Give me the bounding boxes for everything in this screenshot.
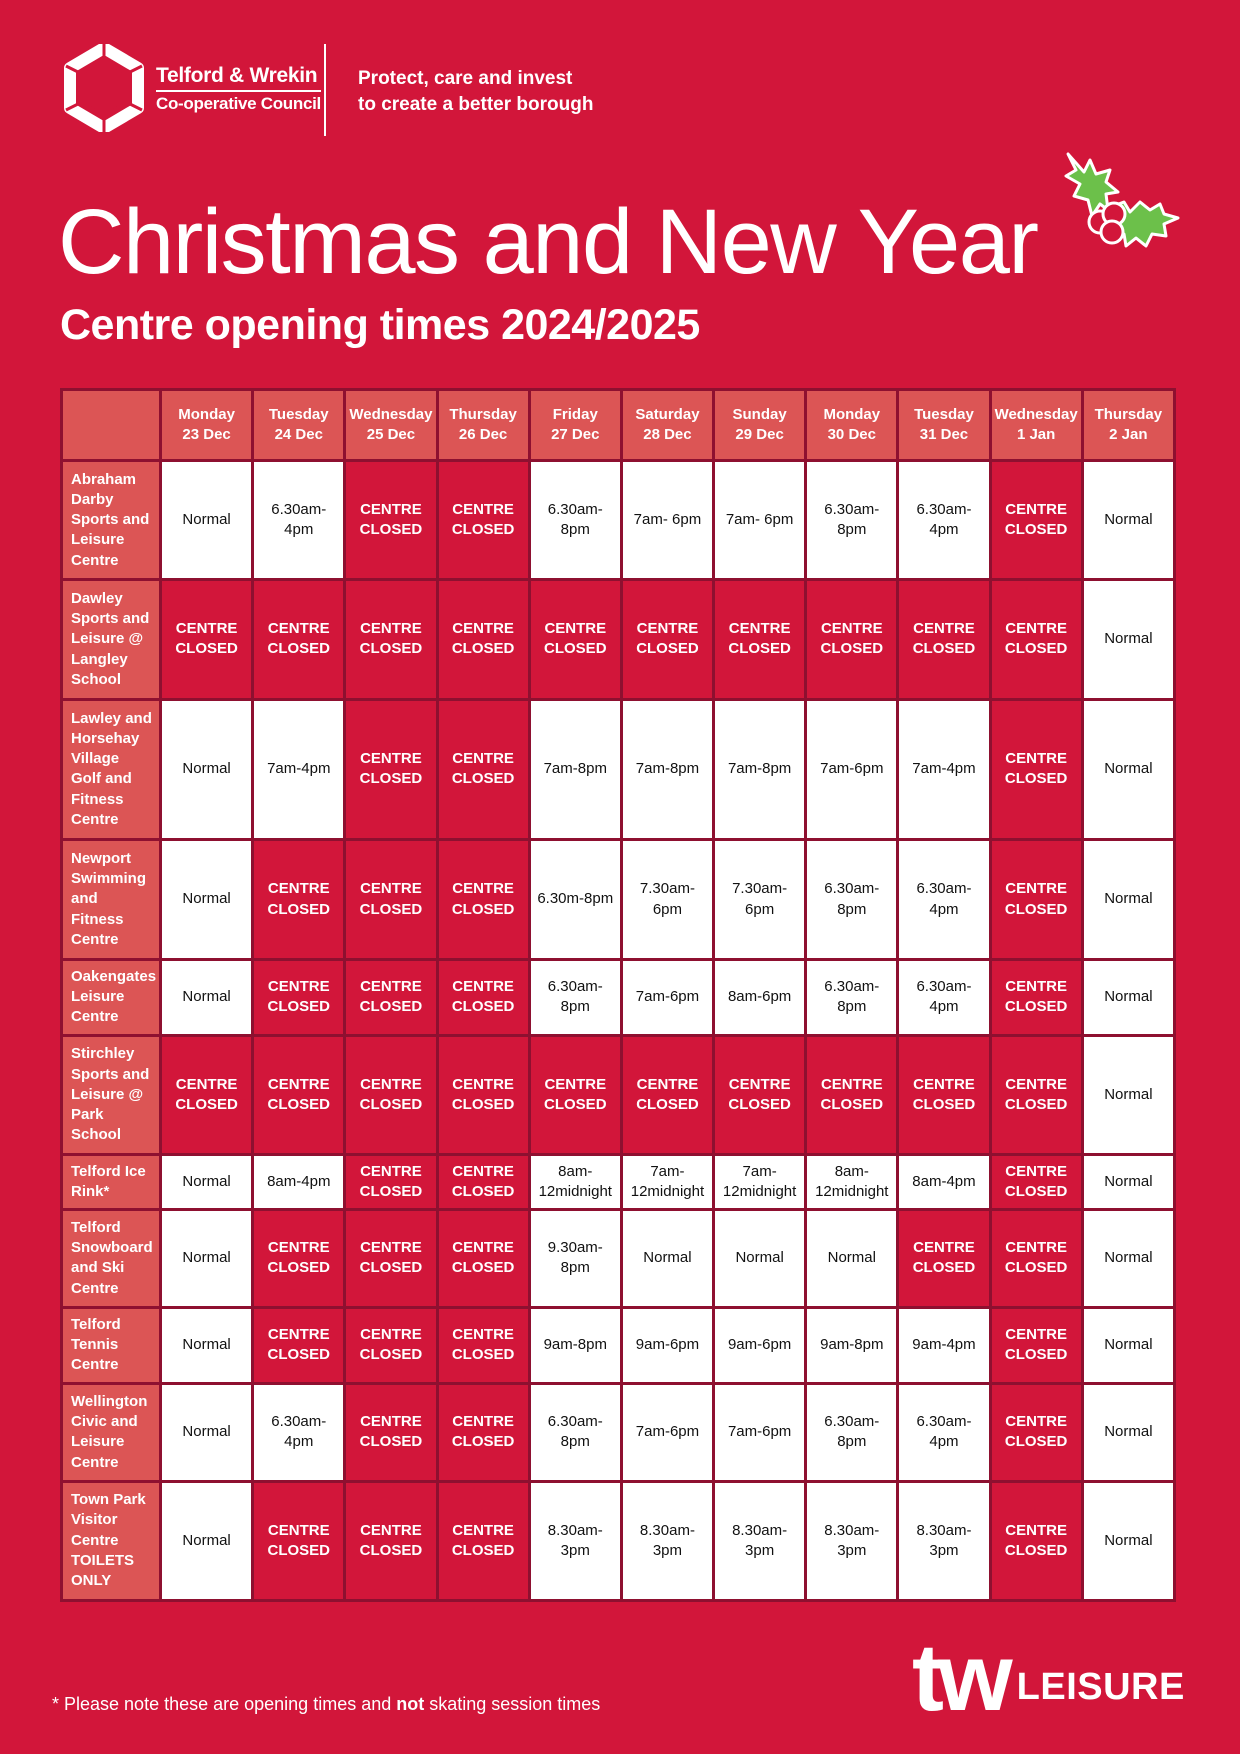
table-row <box>62 1035 1175 1154</box>
closed-cell: CENTRE CLOSED <box>345 1035 437 1154</box>
opening-time-cell: Normal <box>1082 699 1174 840</box>
table-body <box>62 461 1175 1601</box>
opening-time-cell: 7am-8pm <box>529 699 621 840</box>
tw-leisure-logo <box>912 1624 1185 1731</box>
centre-name: Telford Snowboard and Ski Centre <box>62 1209 161 1307</box>
tagline-line2: to create a better borough <box>358 93 594 115</box>
closed-cell: CENTRE CLOSED <box>253 1035 345 1154</box>
opening-time-cell: 9am-8pm <box>529 1307 621 1383</box>
opening-time-cell: Normal <box>161 461 253 580</box>
table-header-row <box>62 390 1175 461</box>
closed-cell: CENTRE CLOSED <box>345 699 437 840</box>
centre-name: Telford Ice Rink* <box>62 1155 161 1210</box>
closed-cell: CENTRE CLOSED <box>345 580 437 699</box>
closed-cell: CENTRE CLOSED <box>990 1155 1082 1210</box>
day-date: 25 Dec <box>366 426 416 443</box>
opening-time-cell: 9am-4pm <box>898 1307 990 1383</box>
opening-time-cell: 8am-6pm <box>714 959 806 1035</box>
footnote-suffix: skating session times <box>424 1694 601 1714</box>
opening-time-cell: 7am-12midnight <box>714 1155 806 1210</box>
opening-time-cell: 6.30am-8pm <box>529 1383 621 1481</box>
opening-time-cell: 8am-4pm <box>253 1155 345 1210</box>
opening-time-cell: 6.30m-8pm <box>529 840 621 959</box>
closed-cell: CENTRE CLOSED <box>345 1383 437 1481</box>
opening-times-table <box>60 388 1176 1602</box>
day-header <box>621 390 713 461</box>
closed-cell: CENTRE CLOSED <box>714 1035 806 1154</box>
opening-time-cell: Normal <box>161 1209 253 1307</box>
closed-cell: CENTRE CLOSED <box>898 580 990 699</box>
council-name <box>156 64 321 114</box>
opening-time-cell: Normal <box>621 1209 713 1307</box>
day-name: Wednesday <box>349 405 433 423</box>
opening-time-cell: 8am-12midnight <box>806 1155 898 1210</box>
opening-time-cell: Normal <box>1082 1155 1174 1210</box>
day-date: 29 Dec <box>735 426 784 443</box>
table-row <box>62 1307 1175 1383</box>
centre-name: Wellington Civic and Leisure Centre <box>62 1383 161 1481</box>
opening-time-cell: 8.30am-3pm <box>806 1481 898 1600</box>
closed-cell: CENTRE CLOSED <box>990 1209 1082 1307</box>
opening-time-cell: 7.30am-6pm <box>714 840 806 959</box>
opening-time-cell: 9.30am-8pm <box>529 1209 621 1307</box>
council-logo-icon <box>60 44 148 132</box>
opening-time-cell: 8am-4pm <box>898 1155 990 1210</box>
opening-time-cell: 8am-12midnight <box>529 1155 621 1210</box>
day-header <box>990 390 1082 461</box>
opening-time-cell: Normal <box>714 1209 806 1307</box>
closed-cell: CENTRE CLOSED <box>437 1035 529 1154</box>
day-date: 1 Jan <box>1016 426 1056 443</box>
closed-cell: CENTRE CLOSED <box>161 580 253 699</box>
closed-cell: CENTRE CLOSED <box>990 461 1082 580</box>
day-header <box>437 390 529 461</box>
footnote-prefix: * Please note these are opening times and <box>52 1694 397 1714</box>
closed-cell: CENTRE CLOSED <box>437 1383 529 1481</box>
opening-time-cell: Normal <box>1082 959 1174 1035</box>
day-date: 27 Dec <box>551 426 600 443</box>
closed-cell: CENTRE CLOSED <box>806 580 898 699</box>
day-header <box>345 390 437 461</box>
closed-cell: CENTRE CLOSED <box>253 580 345 699</box>
opening-time-cell: Normal <box>1082 1481 1174 1600</box>
table-row <box>62 461 1175 580</box>
closed-cell: CENTRE CLOSED <box>345 1307 437 1383</box>
closed-cell: CENTRE CLOSED <box>990 580 1082 699</box>
day-header <box>714 390 806 461</box>
table-row <box>62 840 1175 959</box>
closed-cell: CENTRE CLOSED <box>990 959 1082 1035</box>
closed-cell: CENTRE CLOSED <box>990 1481 1082 1600</box>
opening-time-cell: 6.30am-8pm <box>529 461 621 580</box>
closed-cell: CENTRE CLOSED <box>161 1035 253 1154</box>
tw-mark: tw <box>912 1624 1007 1731</box>
opening-time-cell: Normal <box>1082 580 1174 699</box>
day-header <box>1082 390 1174 461</box>
centre-name: Telford Tennis Centre <box>62 1307 161 1383</box>
opening-time-cell: Normal <box>1082 840 1174 959</box>
day-name: Wednesday <box>994 405 1078 423</box>
closed-cell: CENTRE CLOSED <box>714 580 806 699</box>
closed-cell: CENTRE CLOSED <box>529 1035 621 1154</box>
opening-time-cell: 7am-8pm <box>621 699 713 840</box>
centre-name: Newport Swimming and Fitness Centre <box>62 840 161 959</box>
day-name: Tuesday <box>268 405 329 423</box>
closed-cell: CENTRE CLOSED <box>345 1155 437 1210</box>
opening-time-cell: 6.30am-8pm <box>806 1383 898 1481</box>
closed-cell: CENTRE CLOSED <box>990 1035 1082 1154</box>
opening-time-cell: 6.30am-4pm <box>898 1383 990 1481</box>
day-date: 2 Jan <box>1109 426 1148 443</box>
closed-cell: CENTRE CLOSED <box>437 1481 529 1600</box>
table-row <box>62 959 1175 1035</box>
day-header <box>806 390 898 461</box>
closed-cell: CENTRE CLOSED <box>345 1209 437 1307</box>
opening-time-cell: 7am-6pm <box>621 1383 713 1481</box>
opening-time-cell: Normal <box>161 1481 253 1600</box>
opening-time-cell: 7am- 6pm <box>621 461 713 580</box>
closed-cell: CENTRE CLOSED <box>898 1035 990 1154</box>
opening-time-cell: Normal <box>1082 1035 1174 1154</box>
centre-name: Oakengates Leisure Centre <box>62 959 161 1035</box>
day-header <box>253 390 345 461</box>
closed-cell: CENTRE CLOSED <box>345 1481 437 1600</box>
day-date: 30 Dec <box>827 426 876 443</box>
council-name-line1: Telford & Wrekin <box>156 64 318 87</box>
closed-cell: CENTRE CLOSED <box>437 580 529 699</box>
day-date: 26 Dec <box>458 426 508 443</box>
table-row <box>62 1155 1175 1210</box>
centre-name: Stirchley Sports and Leisure @ Park School <box>62 1035 161 1154</box>
opening-time-cell: Normal <box>161 840 253 959</box>
closed-cell: CENTRE CLOSED <box>345 959 437 1035</box>
opening-time-cell: 8.30am-3pm <box>714 1481 806 1600</box>
table-corner-cell <box>62 390 161 461</box>
closed-cell: CENTRE CLOSED <box>806 1035 898 1154</box>
closed-cell: CENTRE CLOSED <box>437 1155 529 1210</box>
table-row <box>62 1383 1175 1481</box>
closed-cell: CENTRE CLOSED <box>621 1035 713 1154</box>
day-date: 23 Dec <box>182 426 231 443</box>
centre-name: Lawley and Horsehay Village Golf and Fitness Centre <box>62 699 161 840</box>
opening-time-cell: 6.30am-4pm <box>898 959 990 1035</box>
day-date: 31 Dec <box>919 426 969 443</box>
closed-cell: CENTRE CLOSED <box>437 1209 529 1307</box>
opening-time-cell: 6.30am-8pm <box>529 959 621 1035</box>
closed-cell: CENTRE CLOSED <box>990 1307 1082 1383</box>
day-name: Tuesday <box>914 405 974 423</box>
table-row <box>62 1481 1175 1600</box>
closed-cell: CENTRE CLOSED <box>253 1481 345 1600</box>
opening-time-cell: 8.30am-3pm <box>898 1481 990 1600</box>
page-subtitle: Centre opening times 2024/2025 <box>60 301 700 349</box>
closed-cell: CENTRE CLOSED <box>990 699 1082 840</box>
opening-time-cell: Normal <box>1082 461 1174 580</box>
opening-time-cell: Normal <box>161 959 253 1035</box>
closed-cell: CENTRE CLOSED <box>253 840 345 959</box>
opening-time-cell: Normal <box>1082 1307 1174 1383</box>
closed-cell: CENTRE CLOSED <box>437 461 529 580</box>
holly-icon <box>1048 148 1184 268</box>
closed-cell: CENTRE CLOSED <box>990 840 1082 959</box>
day-name: Thursday <box>1094 405 1163 423</box>
opening-time-cell: Normal <box>161 1383 253 1481</box>
closed-cell: CENTRE CLOSED <box>898 1209 990 1307</box>
opening-time-cell: Normal <box>1082 1209 1174 1307</box>
centre-name: Town Park Visitor Centre TOILETS ONLY <box>62 1481 161 1600</box>
closed-cell: CENTRE CLOSED <box>990 1383 1082 1481</box>
centre-name: Dawley Sports and Leisure @ Langley School <box>62 580 161 699</box>
day-header <box>898 390 990 461</box>
day-name: Monday <box>823 405 881 423</box>
table-row <box>62 580 1175 699</box>
opening-time-cell: 6.30am-4pm <box>253 1383 345 1481</box>
opening-time-cell: 7am-12midnight <box>621 1155 713 1210</box>
opening-time-cell: 9am-6pm <box>714 1307 806 1383</box>
tagline-line1: Protect, care and invest <box>358 68 573 89</box>
opening-time-cell: 7am-4pm <box>898 699 990 840</box>
opening-time-cell: 6.30am-4pm <box>253 461 345 580</box>
opening-time-cell: 9am-8pm <box>806 1307 898 1383</box>
tagline <box>358 66 593 117</box>
day-header <box>161 390 253 461</box>
opening-time-cell: 6.30am-4pm <box>898 840 990 959</box>
day-date: 24 Dec <box>274 426 323 443</box>
closed-cell: CENTRE CLOSED <box>437 840 529 959</box>
header-divider <box>324 44 326 136</box>
opening-time-cell: 7am-4pm <box>253 699 345 840</box>
day-name: Monday <box>178 405 235 423</box>
opening-time-cell: 7am-6pm <box>806 699 898 840</box>
tw-wordmark: LEISURE <box>1016 1665 1185 1708</box>
day-header <box>529 390 621 461</box>
day-name: Thursday <box>449 405 517 423</box>
opening-time-cell: 7am-6pm <box>714 1383 806 1481</box>
closed-cell: CENTRE CLOSED <box>253 959 345 1035</box>
day-name: Saturday <box>635 405 700 423</box>
day-name: Friday <box>552 405 598 423</box>
opening-time-cell: 6.30am-4pm <box>898 461 990 580</box>
footnote <box>52 1694 600 1715</box>
opening-time-cell: Normal <box>1082 1383 1174 1481</box>
opening-time-cell: 7am-6pm <box>621 959 713 1035</box>
opening-time-cell: 7am- 6pm <box>714 461 806 580</box>
closed-cell: CENTRE CLOSED <box>529 580 621 699</box>
closed-cell: CENTRE CLOSED <box>437 959 529 1035</box>
opening-time-cell: 8.30am-3pm <box>621 1481 713 1600</box>
day-name: Sunday <box>732 405 787 423</box>
opening-time-cell: Normal <box>806 1209 898 1307</box>
closed-cell: CENTRE CLOSED <box>437 1307 529 1383</box>
opening-time-cell: Normal <box>161 1155 253 1210</box>
footnote-emphasis: not <box>396 1694 425 1714</box>
opening-time-cell: 6.30am-8pm <box>806 840 898 959</box>
opening-time-cell: 6.30am-8pm <box>806 959 898 1035</box>
opening-time-cell: Normal <box>161 699 253 840</box>
opening-time-cell: 7am-8pm <box>714 699 806 840</box>
closed-cell: CENTRE CLOSED <box>345 840 437 959</box>
closed-cell: CENTRE CLOSED <box>621 580 713 699</box>
page-title: Christmas and New Year <box>58 191 1038 293</box>
table-row <box>62 699 1175 840</box>
day-date: 28 Dec <box>643 426 692 443</box>
opening-time-cell: 8.30am-3pm <box>529 1481 621 1600</box>
opening-time-cell: Normal <box>161 1307 253 1383</box>
closed-cell: CENTRE CLOSED <box>253 1307 345 1383</box>
closed-cell: CENTRE CLOSED <box>437 699 529 840</box>
table-row <box>62 1209 1175 1307</box>
opening-time-cell: 6.30am-8pm <box>806 461 898 580</box>
closed-cell: CENTRE CLOSED <box>345 461 437 580</box>
council-name-line2: Co-operative Council <box>156 90 321 114</box>
opening-time-cell: 7.30am-6pm <box>621 840 713 959</box>
centre-name: Abraham Darby Sports and Leisure Centre <box>62 461 161 580</box>
closed-cell: CENTRE CLOSED <box>253 1209 345 1307</box>
opening-time-cell: 9am-6pm <box>621 1307 713 1383</box>
